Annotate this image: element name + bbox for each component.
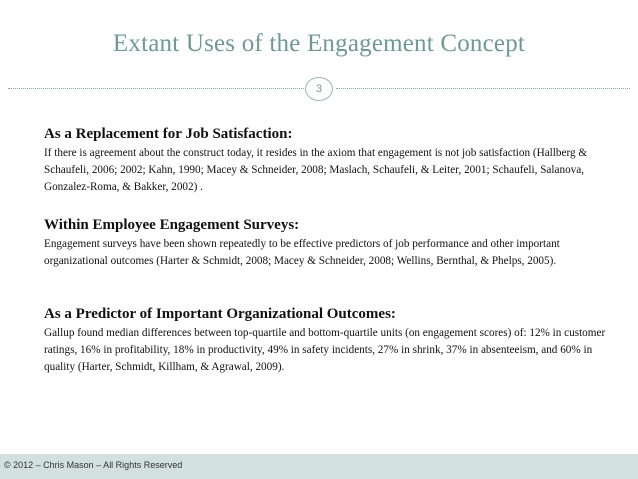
section-body: If there is agreement about the construct today, it resides in the axiom that engagement is not job satisfaction (Hallberg & Schaufeli, 2006; 2002; Kahn, 1990; Macey & Schneider, 2008; Maslach, Schaufeli, & Leiter, 2001; Schaufeli, Salanova, Gonzalez-Roma, & Bakker, 2002) . (44, 147, 588, 193)
section-heading: As a Replacement for Job Satisfaction: (44, 126, 293, 142)
section-heading: As a Predictor of Important Organizational Outcomes: (44, 306, 396, 322)
title-divider-right (336, 88, 630, 89)
section-organizational-outcomes (44, 305, 610, 376)
page-number-badge: 3 (305, 77, 333, 101)
title-divider-left (8, 88, 304, 89)
section-engagement-surveys (44, 216, 610, 270)
section-body: Engagement surveys have been shown repeatedly to be effective predictors of job performance and other important organizational outcomes (Harter & Schmidt, 2008; Macey & Schneider, 2008; Wellins, Bernthal, & Phelps, 2005). (44, 238, 560, 267)
copyright-text: © 2012 – Chris Mason – All Rights Reserved (4, 460, 183, 470)
slide-title: Extant Uses of the Engagement Concept (112, 30, 526, 57)
section-job-satisfaction (44, 125, 610, 196)
section-body: Gallup found median differences between top-quartile and bottom-quartile units (on engagement scores) of: 12% in customer ratings, 16% in profitability, 18% in productivity, 49% in safety incidents, 27% in shrink, 37% in absenteeism, and 60% in quality (Harter, Schmidt, Killham, & Agrawal, 2009). (44, 327, 606, 373)
section-heading: Within Employee Engagement Surveys: (44, 217, 300, 233)
footer-bar (0, 454, 638, 479)
